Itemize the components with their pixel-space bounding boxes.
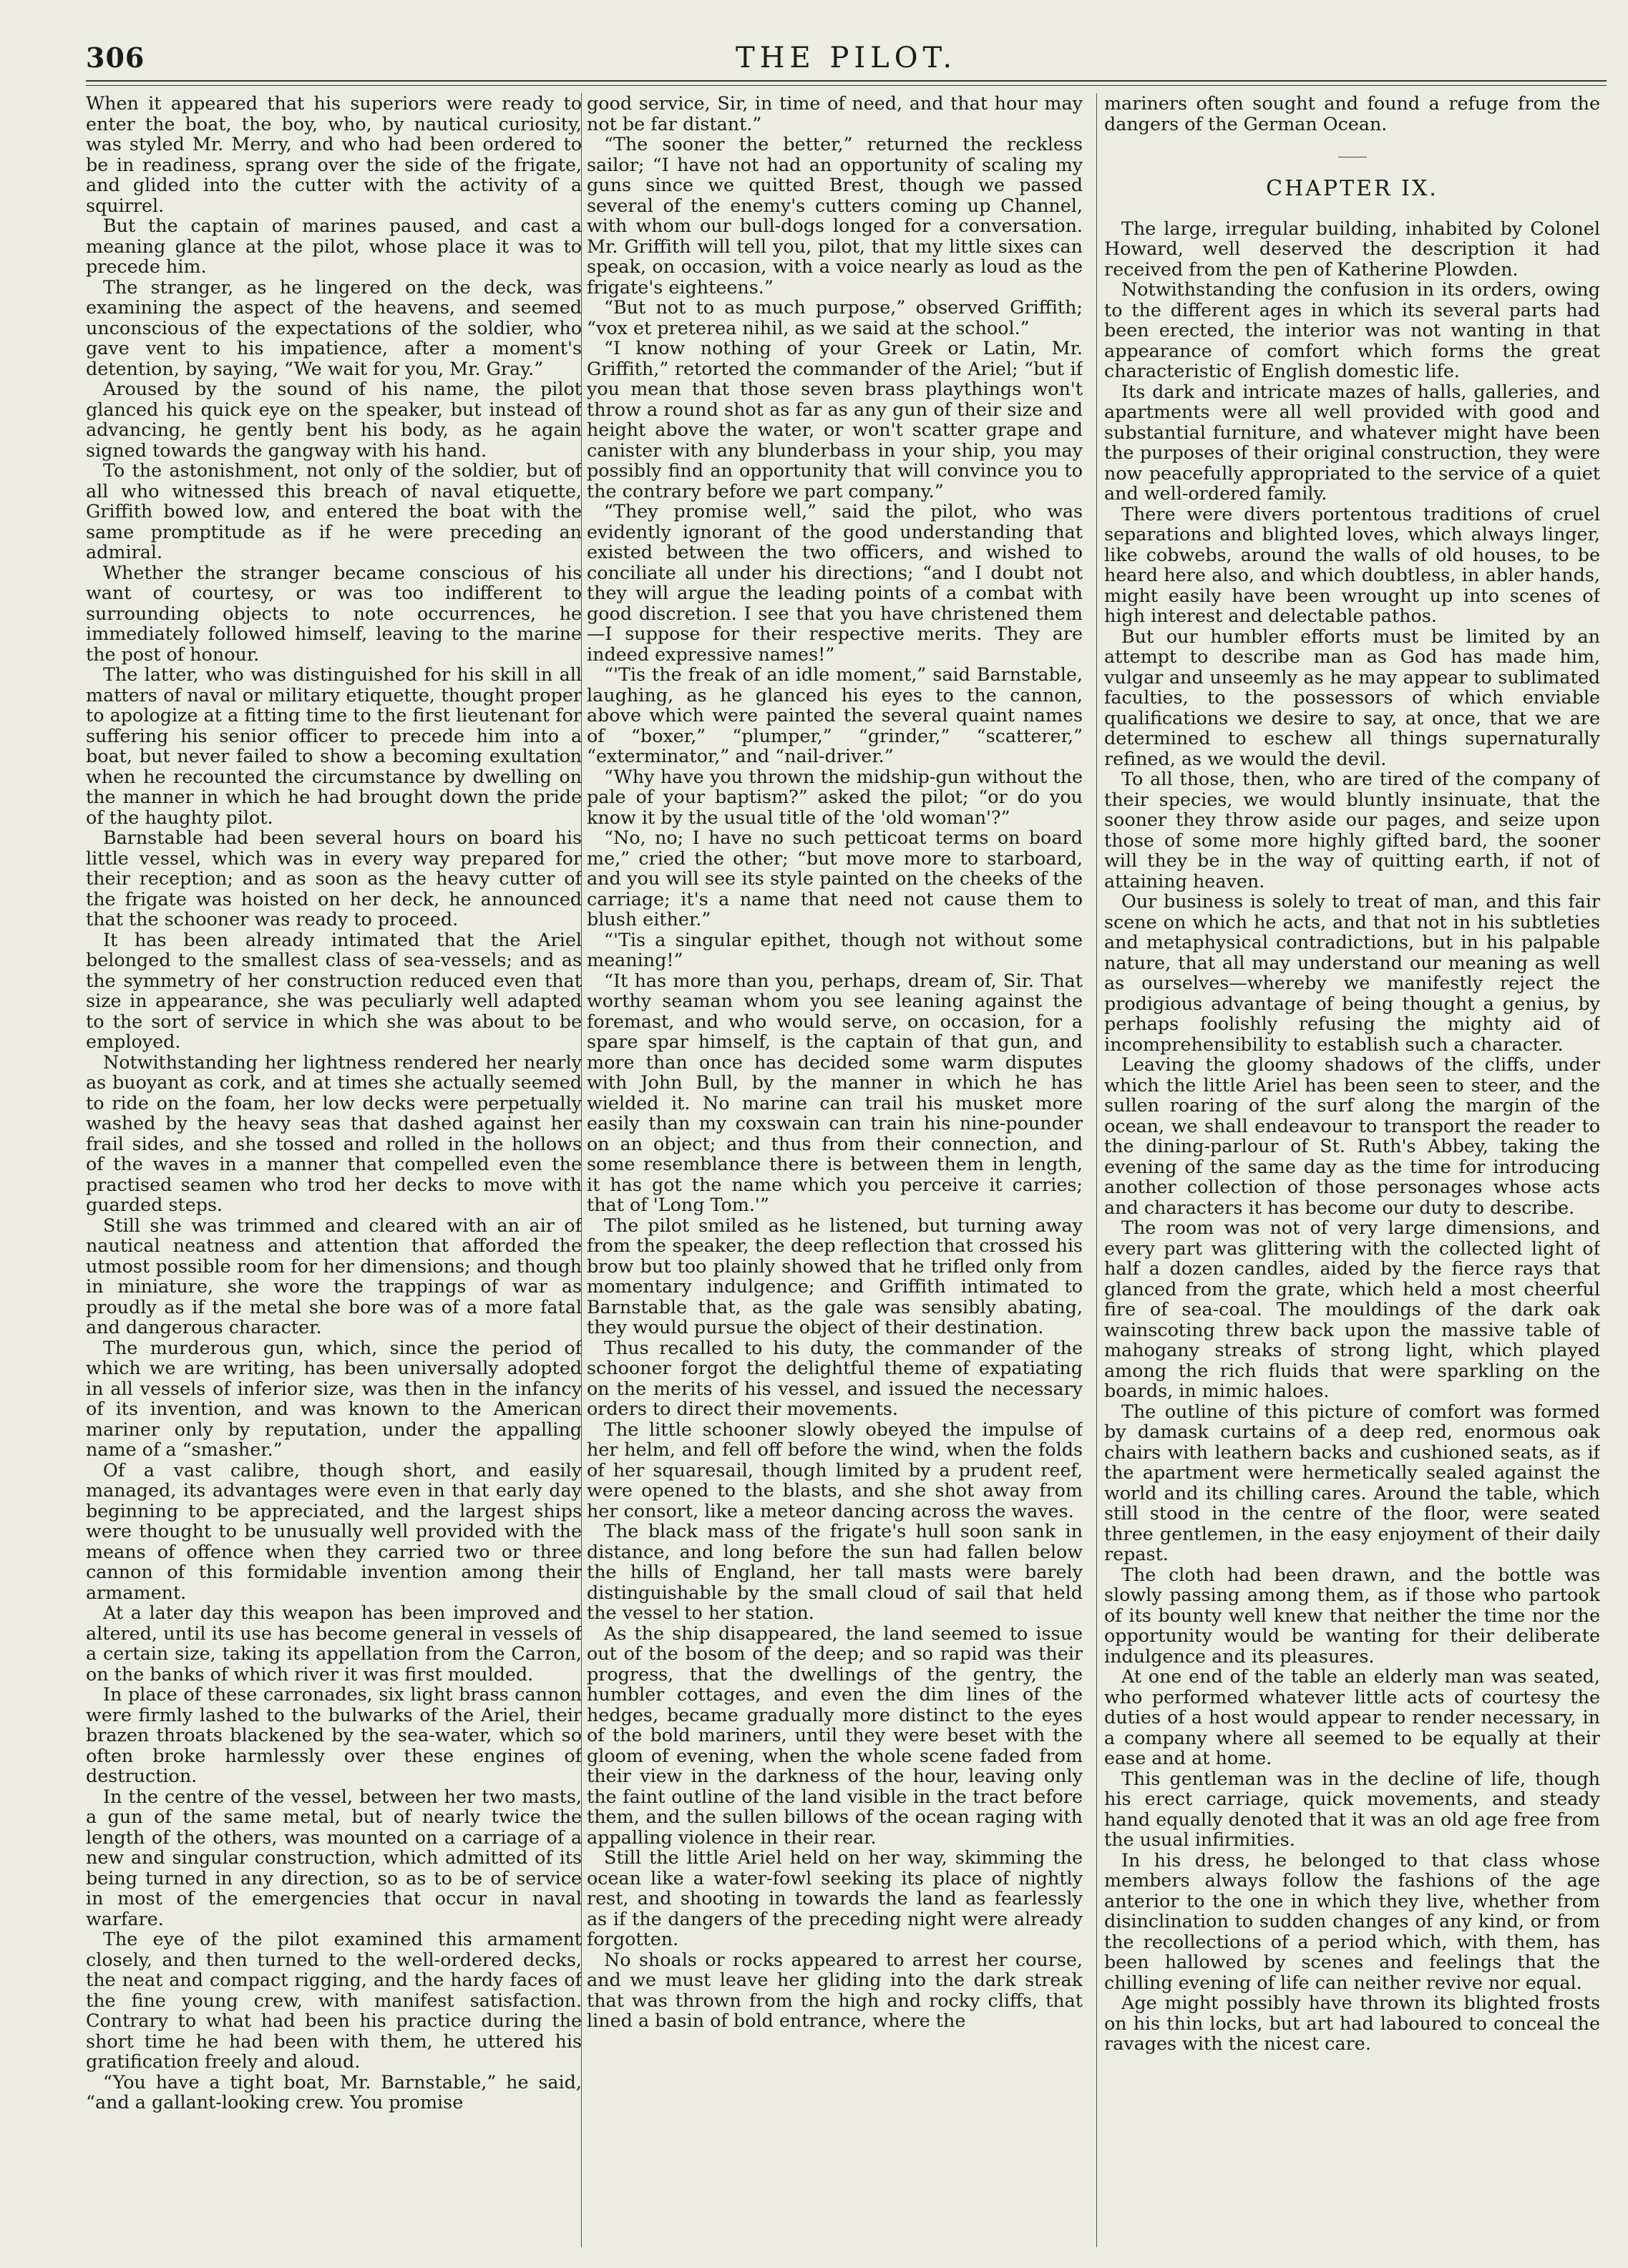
paragraph: In the centre of the vessel, between her two masts, a gun of the same metal, but of nearly twice the length of the others, was mounted on a carriage of a new and singular construction, which admitted of its being turned in any direction, so as to be of service in most of the emergencies that occur in naval warfare. — [86, 1785, 582, 1929]
paragraph: Whether the stranger became conscious of his want of courtesy, or was too indifferent to surrounding objects to note occurrences, he immediately followed himself, leaving to the marine the post of honour. — [86, 561, 582, 665]
header-rule — [86, 80, 1607, 82]
page-number: 306 — [86, 42, 145, 74]
paragraph: There were divers portentous traditions of cruel separations and blighted loves, which always linger, like cobwebs, around the walls of old houses, to be heard here also, and which doubtless, in abler hands, might easily have been wrought up into scenes of high interest and delectable pathos. — [1104, 502, 1600, 626]
chapter-body — [1104, 218, 1600, 2054]
paragraph: At one end of the table an elderly man was seated, who performed whatever little acts of courtesy the duties of a host would appear to render necessary, in a company where all seemed to be equally at their ease and at home. — [1104, 1665, 1600, 1768]
column-left — [86, 93, 582, 2254]
paragraph: To all those, then, who are tired of the company of their species, we would bluntly insinuate, that the sooner they throw aside our pages, and seize upon those of some more highly gifted bard, the sooner will they be in the way of quitting earth, if not of attaining heaven. — [1104, 768, 1600, 892]
paragraph: Aroused by the sound of his name, the pilot glanced his quick eye on the speaker, but instead of advancing, he gently bent his body, as he again signed towards the gangway with his hand. — [86, 378, 582, 461]
header-rule-thin — [86, 85, 1607, 86]
paragraph: The eye of the pilot examined this armament closely, and then turned to the well-ordered decks, the neat and compact rigging, and the hardy faces of the fine young crew, with manifest satisfaction. Contrary to what had been his practice during the short time he had been with them, he uttered his gratification freely and aloud. — [86, 1928, 582, 2072]
page-header — [86, 42, 1607, 77]
column-middle — [587, 93, 1083, 2254]
paragraph: The pilot smiled as he listened, but turning away from the speaker, the deep reflection that crossed his brow but too plainly showed that he trifled only from momentary indulgence; and Griffith intimated to Barnstable that, as the gale was sensibly abating, they would pursue the object of their destination. — [587, 1214, 1083, 1338]
paragraph: The room was not of very large dimensions, and every part was glittering with the collected light of half a dozen candles, aided by the fierce rays that glanced from the grate, which held a most cheerful fire of sea-coal. The mouldings of the dark oak wainscoting threw back upon the massive table of mahogany streaks of strong light, which played among the rich fluids that were sparkling on the boards, in mimic haloes. — [1104, 1217, 1600, 1401]
paragraph: good service, Sir, in time of need, and that hour may not be far distant.” — [587, 93, 1083, 135]
paragraph: The stranger, as he lingered on the deck, was examining the aspect of the heavens, and seemed unconscious of the expectations of the soldier, who gave vent to his impatience, after a moment's detention, by saying, “We wait for you, Mr. Gray.” — [86, 276, 582, 379]
paragraph: It has been already intimated that the Ariel belonged to the smallest class of sea-vessels; and as the symmetry of her construction reduced even that size in appearance, she was peculiarly well adapted to the sort of service in which she was about to be employed. — [86, 928, 582, 1052]
paragraph: The large, irregular building, inhabited by Colonel Howard, well deserved the description it had received from the pen of Katherine Plowden. — [1104, 217, 1600, 280]
paragraph: Leaving the gloomy shadows of the cliffs, under which the little Ariel has been seen to steer, and the sullen roaring of the surf along the margin of the ocean, we shall endeavour to transport the reader to the dining-parlour of St. Ruth's Abbey, taking the evening of the same day as the time for introducing another collection of those personages whose acts and characters it has become our duty to describe. — [1104, 1053, 1600, 1218]
paragraph: Of a vast calibre, though short, and easily managed, its advantages were even in that early day beginning to be appreciated, and the largest ships were thought to be unusually well provided with the means of offence when they carried two or three cannon of this formidable invention among their armament. — [86, 1459, 582, 1603]
paragraph: The little schooner slowly obeyed the impulse of her helm, and fell off before the wind, when the folds of her squaresail, though limited by a prudent reef, were opened to the blasts, and she shot away from her consort, like a meteor dancing across the waves. — [587, 1418, 1083, 1522]
paragraph: “I know nothing of your Greek or Latin, Mr. Griffith,” retorted the commander of the Ariel; “but if you mean that those seven brass playthings won't throw a round shot as far as any gun of their size and height above the water, or won't scatter grape and canister with any blunderbass in your ship, you may possibly find an opportunity that will convince you to the contrary before we part company.” — [587, 337, 1083, 502]
paragraph: Our business is solely to treat of man, and this fair scene on which he acts, and that not in his subtleties and metaphysical contradictions, but in his palpable nature, that all may understand our meaning as well as ourselves—whereby we manifestly reject the prodigious advantage of being thought a genius, by perhaps foolishly refusing the mighty aid of incomprehensibility to establish such a character. — [1104, 890, 1600, 1055]
paragraph: “But not to as much purpose,” observed Griffith; “vox et preterea nihil, as we said at the school.” — [587, 296, 1083, 339]
paragraph: As the ship disappeared, the land seemed to issue out of the bosom of the deep; and so rapid was their progress, that the dwellings of the gentry, the humbler cottages, and even the dim lines of the hedges, became gradually more distinct to the eyes of the bold mariners, until they were beset with the gloom of evening, when the whole scene faded from their view in the darkness of the hour, leaving only the faint outline of the land visible in the tract before them, and the sullen billows of the ocean raging with appalling violence in their rear. — [587, 1622, 1083, 1848]
paragraph: The cloth had been drawn, and the bottle was slowly passing among them, as if those who partook of its bounty well knew that neither the time nor the opportunity would be wanting for their deliberate indulgence and its pleasures. — [1104, 1563, 1600, 1667]
paragraph: This gentleman was in the decline of life, though his erect carriage, quick movements, and steady hand equally denoted that it was an old age free from the usual infirmities. — [1104, 1767, 1600, 1850]
running-title: THE PILOT. — [735, 42, 957, 74]
paragraph: Age might possibly have thrown its blighted frosts on his thin locks, but art had laboured to conceal the ravages with the nicest care. — [1104, 1992, 1600, 2054]
paragraph: Barnstable had been several hours on board his little vessel, which was in every way prepared for their reception; and as soon as the heavy cutter of the frigate was hoisted on her deck, he announced that the schooner was ready to proceed. — [86, 827, 582, 930]
chapter-heading: CHAPTER IX. — [1266, 176, 1438, 201]
paragraph: Thus recalled to his duty, the commander of the schooner forgot the delightful theme of expatiating on the merits of his vessel, and issued the necessary orders to direct their movements. — [587, 1336, 1083, 1419]
paragraph: Its dark and intricate mazes of halls, galleries, and apartments were all well provided with good and substantial furniture, and whatever might have been the purposes of their original construction, they were now peacefully appropriated to the service of a quiet and well-ordered family. — [1104, 380, 1600, 504]
paragraph: But the captain of marines paused, and cast a meaning glance at the pilot, whose place it was to precede him. — [86, 215, 582, 277]
paragraph: “You have a tight boat, Mr. Barnstable,” he said, “and a gallant-looking crew. You promise — [86, 2070, 582, 2113]
paragraph: In place of these carronades, six light brass cannon were firmly lashed to the bulwarks of the Ariel, their brazen throats blackened by the sea-water, which so often broke harmlessly over these engines of destruction. — [86, 1683, 582, 1786]
paragraph: “'Tis a singular epithet, though not without some meaning!” — [587, 928, 1083, 970]
paragraph: When it appeared that his superiors were ready to enter the boat, the boy, who, by nautical curiosity, was styled Mr. Merry, and who had been ordered to be in readiness, sprang over the side of the frigate, and glided into the cutter with the activity of a squirrel. — [86, 93, 582, 216]
paragraph: Notwithstanding her lightness rendered her nearly as buoyant as cork, and at times she actually seemed to ride on the foam, her low decks were perpetually washed by the heavy seas that dashed against her frail sides, and she tossed and rolled in the hollows of the waves in a manner that compelled even the practised seamen who trod her decks to move with guarded steps. — [86, 1051, 582, 1215]
paragraph: No shoals or rocks appeared to arrest her course, and we must leave her gliding into the dark streak that was thrown from the high and rocky cliffs, that lined a basin of bold entrance, where the — [587, 1948, 1083, 2031]
paragraph: “The sooner the better,” returned the reckless sailor; “I have not had an opportunity of scaling my guns since we quitted Brest, though we passed several of the enemy's cutters coming up Channel, with whom our bull-dogs longed for a conversation. Mr. Griffith will tell you, pilot, that my little sixes can speak, on occasion, with a voice nearly as loud as the frigate's eighteens.” — [587, 133, 1083, 298]
paragraph: mariners often sought and found a refuge from the dangers of the German Ocean. — [1104, 93, 1600, 135]
paragraph: The latter, who was distinguished for his skill in all matters of naval or military etiquette, thought proper to apologize at a fitting time to the first lieutenant for suffering his senior officer to precede him into a boat, but never failed to show a becoming exultation when he recounted the circumstance by dwelling on the manner in which he had brought down the pride of the haughty pilot. — [86, 663, 582, 828]
paragraph: At a later day this weapon has been improved and altered, until its use has become general in vessels of a certain size, taking its appellation from the Carron, on the banks of which river it was first moulded. — [86, 1602, 582, 1685]
paragraph: “No, no; I have no such petticoat terms on board me,” cried the other; “but move more to starboard, and you will see its style painted on the cheeks of the carriage; it's a name that need not cause them to blush either.” — [587, 827, 1083, 930]
column-right-continuation — [1104, 93, 1600, 134]
paragraph: “They promise well,” said the pilot, who was evidently ignorant of the good understanding that existed between the two officers, and wished to conciliate all under his directions; “and I doubt not they will argue the leading points of a combat with good discretion. I see that you have christened them—I suppose for their respective merits. They are indeed expressive names!” — [587, 500, 1083, 665]
paragraph: To the astonishment, not only of the soldier, but of all who witnessed this breach of naval etiquette, Griffith bowed low, and entered the boat with the same promptitude as if he were preceding an admiral. — [86, 459, 582, 563]
paragraph: Still she was trimmed and cleared with an air of nautical neatness and attention that afforded the utmost possible room for her dimensions; and though in miniature, she wore the trappings of war as proudly as if the metal she bore was of a more fatal and dangerous character. — [86, 1214, 582, 1338]
paragraph: In his dress, he belonged to that class whose members always follow the fashions of the age anterior to the one in which they live, whether from disinclination to sudden changes of any kind, or from the recollections of a period which, with them, has been hallowed by scenes and feelings that the chilling evening of life can neither revive nor equal. — [1104, 1849, 1600, 1993]
paragraph: “It has more than you, perhaps, dream of, Sir. That worthy seaman whom you see leaning against the foremast, and who would serve, on occasion, for a spare spar himself, is the captain of that gun, and more than once has decided some warm disputes with John Bull, by the manner in which he has wielded it. No marine can trail his musket more easily than my coxswain can train his nine-pounder on an object; and thus from their connection, and some resemblance there is between them in length, it has got the name which you perceive it carries; that of 'Long Tom.'” — [587, 969, 1083, 1215]
paragraph: The outline of this picture of comfort was formed by damask curtains of a deep red, enormous oak chairs with leathern backs and cushioned seats, as if the apartment were hermetically sealed against the world and its chilling cares. Around the table, which still stood in the centre of the floor, were seated three gentlemen, in the easy enjoyment of their daily repast. — [1104, 1400, 1600, 1564]
paragraph: “'Tis the freak of an idle moment,” said Barnstable, laughing, as he glanced his eyes to the cannon, above which were painted the several quaint names of “boxer,” “plumper,” “grinder,” “scatterer,” “exterminator,” and “nail-driver.” — [587, 663, 1083, 766]
column-divider — [1096, 93, 1097, 2247]
paragraph: “Why have you thrown the midship-gun without the pale of your baptism?” asked the pilot; “or do you know it by the usual title of the 'old woman'?” — [587, 765, 1083, 828]
paragraph: Notwithstanding the confusion in its orders, owing to the different ages in which its several parts had been erected, the interior was not wanting in that appearance of comfort which forms the great characteristic of English domestic life. — [1104, 278, 1600, 381]
paragraph: The murderous gun, which, since the period of which we are writing, has been universally adopted in all vessels of inferior size, was then in the infancy of its invention, and was known to the American mariner only by reputation, under the appalling name of a “smasher.” — [86, 1336, 582, 1460]
paragraph: Still the little Ariel held on her way, skimming the ocean like a water-fowl seeking its place of nightly rest, and shooting in towards the land as fearlessly as if the dangers of the preceding night were already forgotten. — [587, 1846, 1083, 1950]
paragraph: The black mass of the frigate's hull soon sank in distance, and long before the sun had fallen below the hills of England, her tall masts were barely distinguishable by the small cloud of sail that held the vessel to her station. — [587, 1520, 1083, 1623]
column-right — [1104, 93, 1600, 2254]
paragraph: But our humbler efforts must be limited by an attempt to describe man as God has made him, vulgar and unseemly as he may appear to sublimated faculties, to the possessors of which enviable qualifications we desire to say, at once, that we are determined to eschew all things supernaturally refined, as we would the devil. — [1104, 625, 1600, 769]
